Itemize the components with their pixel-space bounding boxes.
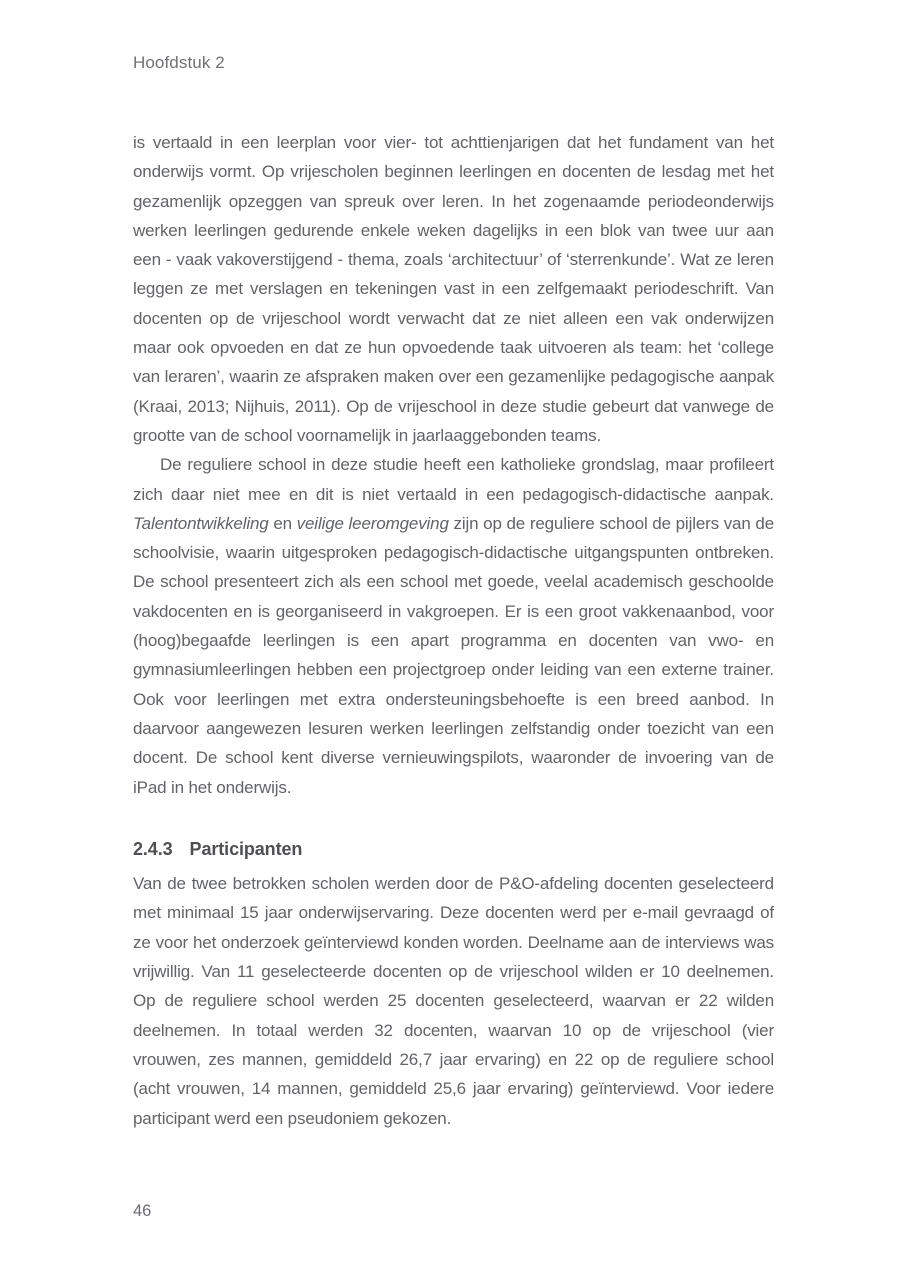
paragraph-text-segment: en [268,513,297,533]
emphasis-term-talentontwikkeling: Talentontwikkeling [133,513,269,533]
running-header: Hoofdstuk 2 [133,53,225,72]
paragraph-participants: Van de twee betrokken scholen werden door de P&O-afdeling docenten geselecteerd met minimaal 15 jaar onderwijservaring. Deze docenten werd per e-mail gevraagd of ze voor het onderzoek geïnterviewd konden worden. Deelname aan de interviews was vrijwillig. Van 11 geselecteerde docenten op de vrijeschool wilden er 10 deelnemen. Op de reguliere school werden 25 docenten geselecteerd, waarvan er 22 wilden deelnemen. In totaal werden 32 docenten, waarvan 10 op de vrijeschool (vier vrouwen, zes mannen, gemiddeld 26,7 jaar ervaring) en 22 op de reguliere school (acht vrouwen, 14 mannen, gemiddeld 25,6 jaar ervaring) geïnterviewd. Voor iedere participant werd een pseudoniem gekozen. [133,874,774,1128]
paragraph-text-segment: zijn op de reguliere school de pijlers van de schoolvisie, waarin uitgesproken pedagogisch-didactische uitgangspunten ontbreken. De school presenteert zich als een school met goede, veelal academisch geschoolde vakdocenten en is georganiseerd in vakgroepen. Er is een groot vakkenaanbod, voor (hoog)begaafde leerlingen is een apart programma en docenten van vwo- en gymnasiumleerlingen hebben een projectgroep onder leiding van een externe trainer. Ook voor leerlingen met extra ondersteuningsbehoefte is een breed aanbod. In daarvoor aangewezen lesuren werken leerlingen zelfstandig onder toezicht van een docent. De school kent diverse vernieuwingspilots, waaronder de invoering van de iPad in het onderwijs. [133,513,774,797]
paragraph-text-segment: De reguliere school in deze studie heeft een katholieke grondslag, maar profileert zich daar niet mee en dit is niet vertaald in een pedagogisch-didactische aanpak. [133,455,774,504]
section-title: Participanten [189,838,303,859]
emphasis-term-veilige-leeromgeving: veilige leeromgeving [296,513,449,533]
paragraph-school-description-reguliere-school [133,450,774,802]
section-heading [133,835,774,864]
page-number: 46 [133,1202,152,1220]
body-text-block [133,128,774,1133]
section-number: 2.4.3 [133,838,173,859]
paragraph-school-description-vrijeschool: is vertaald in een leerplan voor vier- tot achttienjarigen dat het fundament van het onderwijs vormt. Op vrijescholen beginnen leerlingen en docenten de lesdag met het gezamenlijk opzeggen van spreuk over leren. In het zogenaamde periodeonderwijs werken leerlingen gedurende enkele weken dagelijks in een blok van twee uur aan een - vaak vakoverstijgend - thema, zoals ‘architectuur’ of ‘sterrenkunde’. Wat ze leren leggen ze met verslagen en tekeningen vast in een zelfgemaakt periodeschrift. Van docenten op de vrijeschool wordt verwacht dat ze niet alleen een vak onderwijzen maar ook opvoeden en dat ze hun opvoedende taak uitvoeren als team: het ‘college van leraren’, waarin ze afspraken maken over een gezamenlijke pedagogische aanpak (Kraai, 2013; Nijhuis, 2011). Op de vrijeschool in deze studie gebeurt dat vanwege de grootte van de school voornamelijk in jaarlaaggebonden teams. [133,133,774,445]
